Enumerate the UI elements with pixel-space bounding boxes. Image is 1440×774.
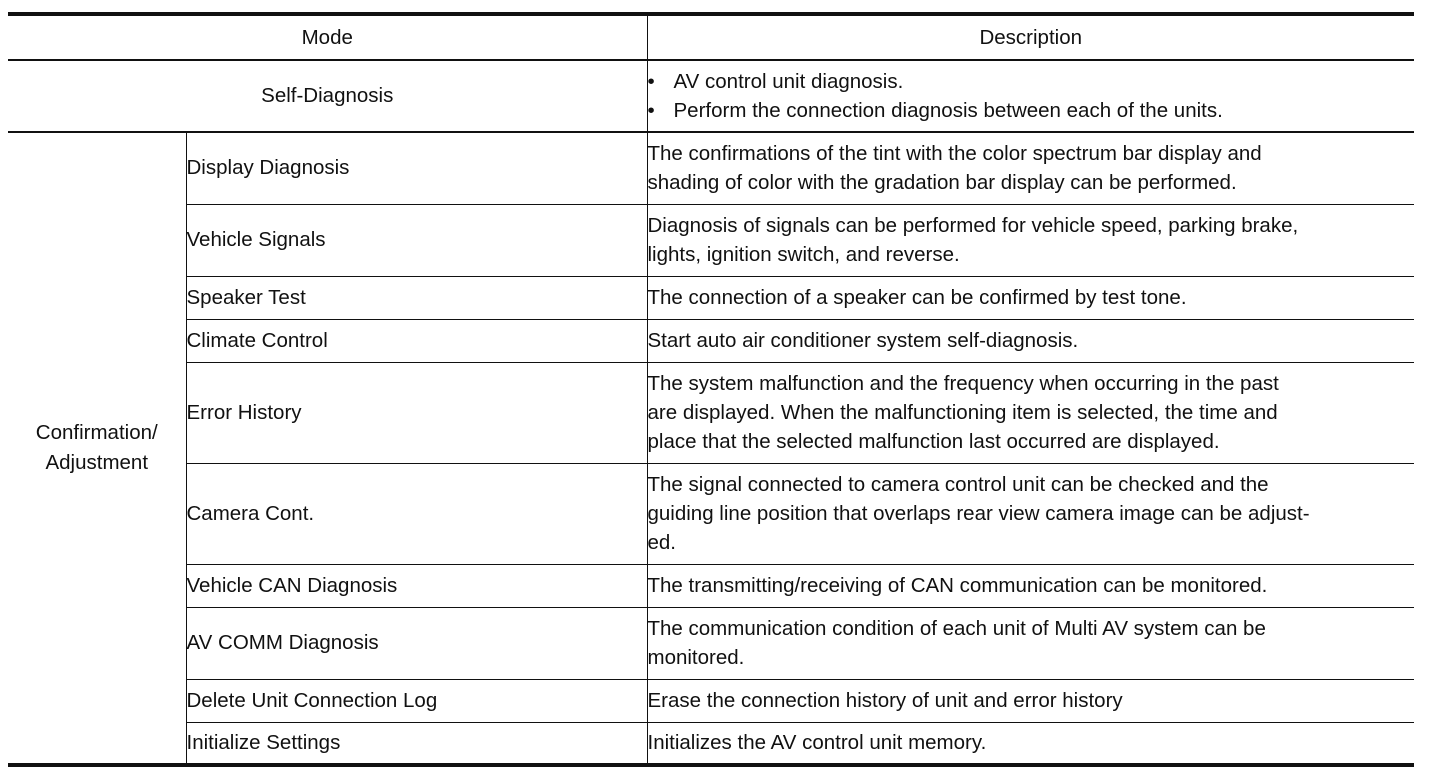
item-name: Initialize Settings	[186, 722, 647, 765]
item-description	[647, 564, 1414, 607]
table-row	[8, 362, 1414, 463]
table-row	[8, 132, 1414, 204]
description-line: The system malfunction and the frequency when occurring in the past	[647, 372, 1279, 395]
item-description	[647, 276, 1414, 319]
item-description	[647, 319, 1414, 362]
description-line: place that the selected malfunction last occurred are displayed.	[647, 430, 1220, 453]
description-line: Initializes the AV control unit memory.	[647, 731, 987, 755]
item-name: Delete Unit Connection Log	[186, 679, 647, 722]
table-row	[8, 204, 1414, 276]
description-line: ed.	[647, 531, 676, 554]
description-line: The signal connected to camera control unit can be checked and the	[647, 473, 1269, 496]
description-column-header: Description	[647, 14, 1414, 60]
group-label-line: Confirmation/	[35, 421, 158, 444]
table-row	[8, 319, 1414, 362]
self-diagnosis-description	[647, 60, 1414, 132]
mode-column-header: Mode	[8, 14, 647, 60]
table-row	[8, 276, 1414, 319]
item-description	[647, 463, 1414, 564]
item-description	[647, 679, 1414, 722]
item-name: Display Diagnosis	[186, 132, 647, 204]
table-header-row	[8, 14, 1414, 60]
item-description	[647, 722, 1414, 765]
description-line: guiding line position that overlaps rear view camera image can be adjust-	[647, 502, 1310, 525]
self-diagnosis-mode: Self-Diagnosis	[8, 60, 647, 132]
item-description	[647, 204, 1414, 276]
bullet-item: • Perform the connection diagnosis between each of the units.	[648, 96, 1415, 125]
item-name: Speaker Test	[186, 276, 647, 319]
item-description	[647, 362, 1414, 463]
self-diagnosis-row	[8, 60, 1414, 132]
item-description	[647, 607, 1414, 679]
description-line: monitored.	[647, 646, 745, 669]
table-row	[8, 679, 1414, 722]
table-row	[8, 722, 1414, 765]
description-line: are displayed. When the malfunctioning item is selected, the time and	[647, 401, 1278, 424]
item-name: Climate Control	[186, 319, 647, 362]
item-name: Camera Cont.	[186, 463, 647, 564]
description-line: The transmitting/receiving of CAN communication can be monitored.	[647, 574, 1268, 597]
description-line: The confirmations of the tint with the color spectrum bar display and	[647, 142, 1262, 166]
item-name: AV COMM Diagnosis	[186, 607, 647, 679]
table-row	[8, 564, 1414, 607]
group-label-line: Adjustment	[45, 451, 149, 474]
item-name: Vehicle CAN Diagnosis	[186, 564, 647, 607]
item-description	[647, 132, 1414, 204]
description-line: shading of color with the gradation bar display can be performed.	[647, 171, 1237, 195]
description-line: Erase the connection history of unit and error history	[647, 689, 1123, 712]
description-line: The communication condition of each unit of Multi AV system can be	[647, 617, 1266, 640]
description-line: The connection of a speaker can be confirmed by test tone.	[647, 286, 1187, 309]
confirmation-adjustment-group-label	[8, 132, 186, 765]
table-row	[8, 607, 1414, 679]
description-line: lights, ignition switch, and reverse.	[647, 243, 960, 266]
mode-description-table	[8, 12, 1414, 767]
description-line: Diagnosis of signals can be performed for vehicle speed, parking brake,	[647, 214, 1299, 237]
item-name: Vehicle Signals	[186, 204, 647, 276]
self-diagnosis-bullet-list	[648, 67, 1415, 125]
item-name: Error History	[186, 362, 647, 463]
table-row	[8, 463, 1414, 564]
description-line: Start auto air conditioner system self-diagnosis.	[647, 329, 1079, 352]
bullet-item: • AV control unit diagnosis.	[648, 67, 1415, 96]
